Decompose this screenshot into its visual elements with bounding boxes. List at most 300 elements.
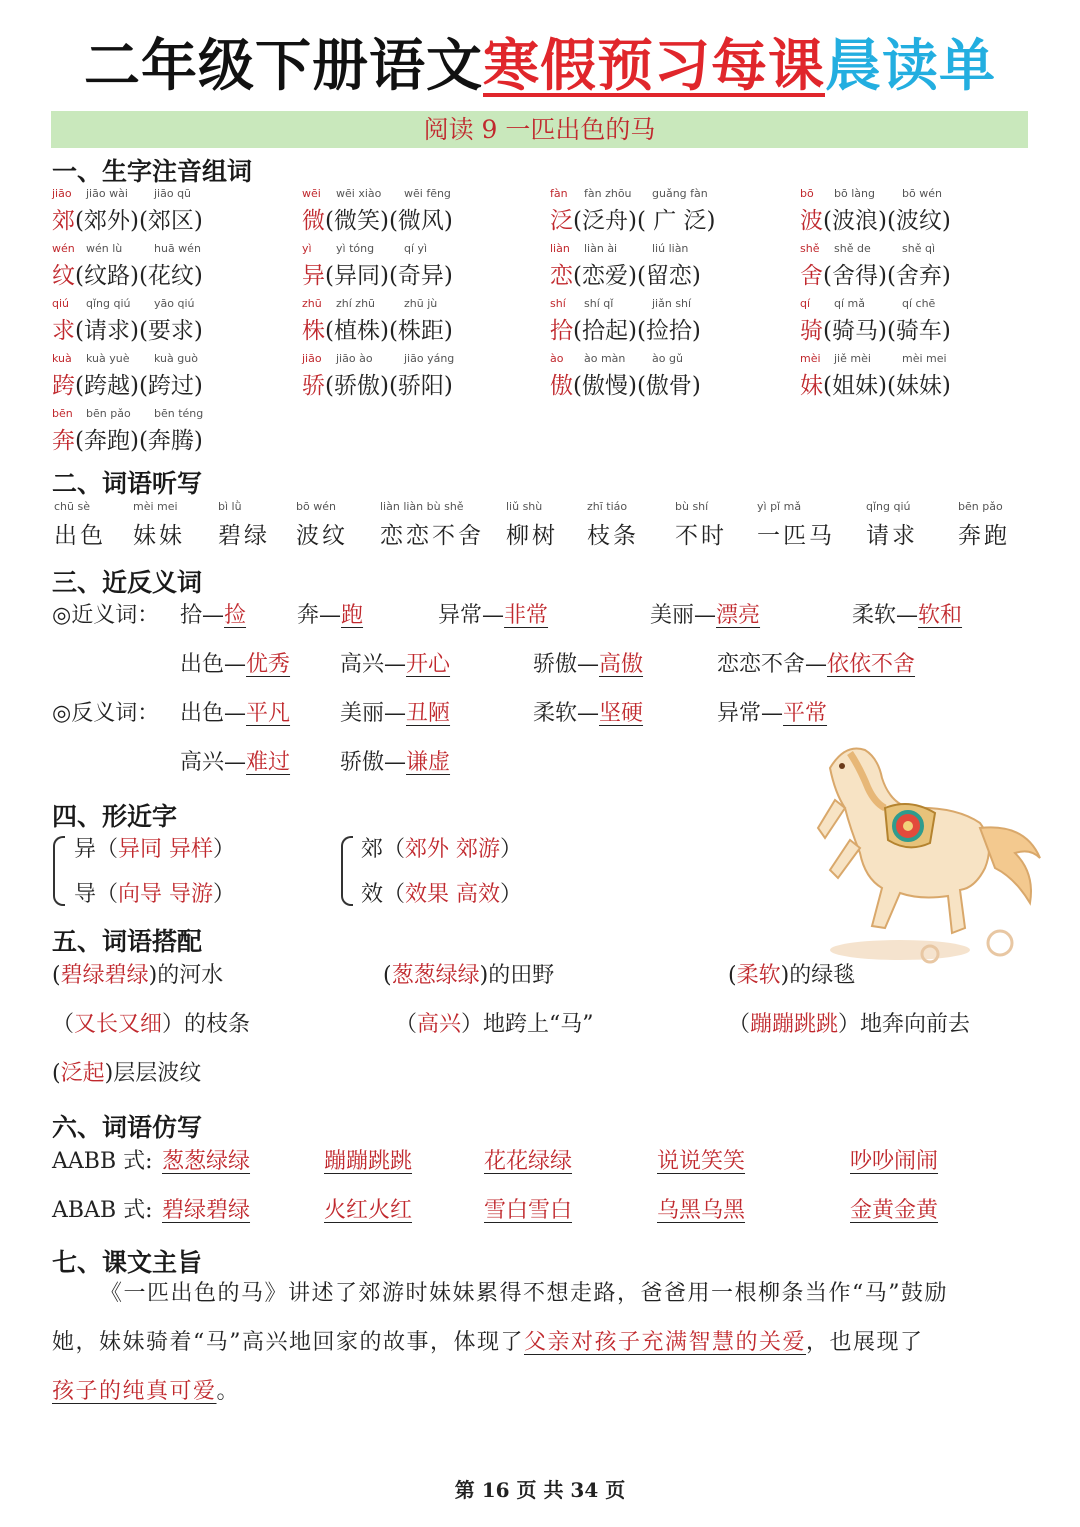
synonym-word: 骄傲— xyxy=(533,652,600,677)
page-footer: 第 16 页 共 34 页 xyxy=(454,1478,626,1502)
pinyin-row xyxy=(800,297,1040,311)
character-words xyxy=(302,367,542,400)
similar-character: 导 xyxy=(74,882,97,907)
word: (纹路) xyxy=(75,263,139,289)
word-pinyin: fàn zhōu xyxy=(584,187,632,200)
dictation-pinyin: mèi mei xyxy=(133,500,178,513)
pinyin-row xyxy=(302,187,542,201)
lesson-title: 阅读 9 一匹出色的马 xyxy=(423,115,656,144)
dictation-item xyxy=(675,500,727,550)
dictation-pinyin: chū sè xyxy=(54,500,90,513)
character-words xyxy=(800,202,1040,235)
abab-example: 碧绿碧绿 xyxy=(162,1198,251,1223)
synonym-answer: 依依不舍 xyxy=(827,652,916,677)
word-pinyin: kuà yuè xyxy=(86,352,130,365)
word-pinyin: jiě mèi xyxy=(834,352,871,365)
word: (植株) xyxy=(325,318,389,344)
character-entry xyxy=(550,352,790,400)
synonym-pair xyxy=(852,598,962,629)
dictation-word: 奔跑 xyxy=(958,523,1010,549)
collocation-phrase: 的枝条 xyxy=(184,1012,251,1037)
word-pinyin: shí qǐ xyxy=(584,297,614,310)
character-pinyin: wén xyxy=(52,242,75,255)
word: (留恋) xyxy=(636,263,701,289)
page-title xyxy=(0,22,1080,102)
character-words xyxy=(52,422,292,455)
word-pinyin: jiāo qū xyxy=(154,187,192,200)
word-pinyin: yì tóng xyxy=(336,242,375,255)
title-morning-reading: 晨读单 xyxy=(825,34,996,99)
collocation-item xyxy=(52,1056,201,1087)
collocation-item xyxy=(52,958,223,989)
section-heading-characters: 一、生字注音组词 xyxy=(52,157,253,186)
synonym-answer: 优秀 xyxy=(246,652,291,677)
dictation-word: 出色 xyxy=(54,523,106,549)
antonym-answer: 平凡 xyxy=(246,701,291,726)
pinyin-row xyxy=(52,352,292,366)
collocation-phrase: 层层波纹 xyxy=(113,1061,202,1086)
character: 泛 xyxy=(550,208,573,234)
word: ( 广 泛) xyxy=(636,208,716,234)
theme-line-2 xyxy=(52,1318,1032,1367)
synonym-answer: 捡 xyxy=(224,603,247,628)
character-pinyin: shí xyxy=(550,297,566,310)
character-pinyin: ào xyxy=(550,352,564,365)
aabb-example: 吵吵闹闹 xyxy=(850,1149,939,1174)
synonym-answer: 非常 xyxy=(504,603,549,628)
aabb-example: 花花绿绿 xyxy=(484,1149,573,1174)
word: (跨越) xyxy=(75,373,139,399)
paren: ） xyxy=(461,1012,484,1037)
character-entry xyxy=(550,297,790,345)
collocation-item xyxy=(728,1007,970,1038)
synonym-pair xyxy=(340,647,450,678)
synonym-pair xyxy=(180,647,290,678)
paren: ( xyxy=(52,963,61,988)
synonym-pair xyxy=(180,598,246,629)
paren: ） xyxy=(213,837,236,862)
word: (骄傲) xyxy=(325,373,389,399)
pinyin-row xyxy=(550,187,790,201)
character-words xyxy=(302,312,542,345)
antonym-label: ◎反义词： xyxy=(52,701,160,726)
word-pinyin: wén lù xyxy=(86,242,123,255)
character-entry xyxy=(302,242,542,290)
dictation-item xyxy=(218,500,270,550)
pinyin-row xyxy=(550,297,790,311)
character-pinyin: qí xyxy=(800,297,811,310)
character-entry xyxy=(800,352,1040,400)
dictation-item xyxy=(587,500,639,550)
antonym-pair xyxy=(180,696,290,727)
character-words xyxy=(550,257,790,290)
similar-character: 异 xyxy=(74,837,97,862)
abab-example: 金黄金黄 xyxy=(850,1198,939,1223)
collocation-answer: 碧绿碧绿 xyxy=(60,963,149,988)
word-pinyin: jiāo ào xyxy=(336,352,373,365)
dictation-pinyin: bì lǜ xyxy=(218,500,242,513)
dictation-item xyxy=(380,500,484,550)
word: (奔腾) xyxy=(138,428,203,454)
synonym-answer: 跑 xyxy=(341,603,364,628)
synonym-answer: 开心 xyxy=(406,652,451,677)
word: (傲骨) xyxy=(636,373,701,399)
word-pinyin: guǎng fàn xyxy=(652,187,708,200)
character-pinyin: fàn xyxy=(550,187,568,200)
theme-highlight-love: 父亲对孩子充满智慧的关爱 xyxy=(524,1330,807,1355)
dictation-pinyin: bēn pǎo xyxy=(958,500,1003,513)
word-pinyin: zhí zhū xyxy=(336,297,376,310)
similar-character-row xyxy=(74,877,235,908)
theme-highlight-innocence: 孩子的纯真可爱 xyxy=(52,1379,217,1404)
character-entry xyxy=(800,242,1040,290)
word-pinyin: huā wén xyxy=(154,242,201,255)
character-words xyxy=(800,312,1040,345)
pinyin-row xyxy=(52,187,292,201)
similar-character-row xyxy=(361,877,522,908)
collocation-item xyxy=(383,958,554,989)
word: (骑马) xyxy=(823,318,887,344)
word-pinyin: shě de xyxy=(834,242,871,255)
character-words xyxy=(52,257,292,290)
word: (奇异) xyxy=(388,263,453,289)
theme-text: 。 xyxy=(216,1379,241,1404)
character: 纹 xyxy=(52,263,75,289)
theme-text: 她，妹妹骑着“马”高兴地回家的故事，体现了 xyxy=(52,1330,524,1355)
dictation-word: 柳树 xyxy=(506,523,558,549)
paren: （ xyxy=(52,1012,75,1037)
character-entry xyxy=(550,242,790,290)
synonym-pair xyxy=(717,647,915,678)
word: (要求) xyxy=(138,318,203,344)
character: 骑 xyxy=(800,318,823,344)
character-pinyin: bēn xyxy=(52,407,73,420)
similar-character: 郊 xyxy=(361,837,384,862)
antonym-word: 美丽— xyxy=(340,701,407,726)
antonym-word: 骄傲— xyxy=(340,750,407,775)
similar-words: 异同 异样 xyxy=(118,837,214,862)
character-entry xyxy=(52,407,292,455)
paren: ) xyxy=(104,1061,114,1086)
character-words xyxy=(302,202,542,235)
lesson-bar xyxy=(51,111,1028,148)
similar-character-row xyxy=(74,832,235,863)
synonym-word: 拾— xyxy=(180,603,225,628)
theme-paragraph xyxy=(52,1269,1032,1416)
synonym-answer: 高傲 xyxy=(599,652,644,677)
synonym-answer: 漂亮 xyxy=(716,603,761,628)
paren: ） xyxy=(500,837,523,862)
word: (郊区) xyxy=(138,208,203,234)
theme-line-3 xyxy=(52,1367,1032,1416)
word-pinyin: qí mǎ xyxy=(834,297,865,310)
character: 奔 xyxy=(52,428,75,454)
dictation-pinyin: qǐng qiú xyxy=(866,500,911,513)
section-heading-collocation: 五、词语搭配 xyxy=(52,927,203,956)
aabb-example: 说说笑笑 xyxy=(657,1149,746,1174)
word: (异同) xyxy=(325,263,389,289)
pinyin-row xyxy=(52,242,292,256)
paren: （ xyxy=(383,837,406,862)
similar-character-row xyxy=(361,832,522,863)
saddle xyxy=(885,804,935,847)
word: (傲慢) xyxy=(573,373,637,399)
dictation-item xyxy=(296,500,348,550)
antonym-answer: 丑陋 xyxy=(406,701,451,726)
word-pinyin: yāo qiú xyxy=(154,297,195,310)
pinyin-row xyxy=(52,297,292,311)
paren: （ xyxy=(383,882,406,907)
word: (捡拾) xyxy=(636,318,701,344)
similar-words: 郊外 郊游 xyxy=(405,837,501,862)
theme-text: ，也展现了 xyxy=(806,1330,924,1355)
word-pinyin: mèi mei xyxy=(902,352,947,365)
character: 恋 xyxy=(550,263,573,289)
character-words xyxy=(800,367,1040,400)
word: (请求) xyxy=(75,318,139,344)
character: 求 xyxy=(52,318,75,344)
word-pinyin: kuà guò xyxy=(154,352,198,365)
word: (跨过) xyxy=(138,373,203,399)
dictation-word: 一匹马 xyxy=(757,523,835,549)
dictation-word: 枝条 xyxy=(587,523,639,549)
word-pinyin: jiāo wài xyxy=(86,187,128,200)
antonym-pair xyxy=(533,696,643,727)
dictation-item xyxy=(757,500,835,550)
synonym-pair xyxy=(297,598,363,629)
character-pinyin: shě xyxy=(800,242,820,255)
character: 舍 xyxy=(800,263,823,289)
character: 傲 xyxy=(550,373,573,399)
antonym-pair xyxy=(340,696,450,727)
character-entry xyxy=(52,352,292,400)
pinyin-row xyxy=(800,242,1040,256)
word: (舍得) xyxy=(823,263,887,289)
aabb-label: AABB 式: xyxy=(52,1149,153,1174)
pinyin-row xyxy=(52,407,292,421)
collocation-answer: 柔软 xyxy=(736,963,781,988)
character: 波 xyxy=(800,208,823,234)
abab-label: ABAB 式: xyxy=(52,1198,153,1223)
aabb-example: 蹦蹦跳跳 xyxy=(324,1149,413,1174)
dictation-word: 妹妹 xyxy=(133,523,185,549)
word: (舍弃) xyxy=(886,263,951,289)
word: (株距) xyxy=(388,318,453,344)
character-entry xyxy=(302,297,542,345)
similar-words: 向导 导游 xyxy=(118,882,214,907)
word-pinyin: zhū jù xyxy=(404,297,438,310)
dictation-word: 波纹 xyxy=(296,523,348,549)
pinyin-row xyxy=(302,297,542,311)
character-entry xyxy=(302,352,542,400)
collocation-phrase: 的田野 xyxy=(488,963,555,988)
dictation-item xyxy=(866,500,918,550)
paren: ) xyxy=(479,963,489,988)
character: 株 xyxy=(302,318,325,344)
antonym-word: 柔软— xyxy=(533,701,600,726)
word-pinyin: jiāo yáng xyxy=(404,352,455,365)
section-heading-similar-characters: 四、形近字 xyxy=(52,802,178,831)
collocation-answer: 泛起 xyxy=(60,1061,105,1086)
section-heading-imitation: 六、词语仿写 xyxy=(52,1113,203,1142)
pinyin-row xyxy=(302,242,542,256)
word: (恋爱) xyxy=(573,263,637,289)
character-words xyxy=(550,202,790,235)
paren: （ xyxy=(96,837,119,862)
word: (波浪) xyxy=(823,208,887,234)
paren: （ xyxy=(395,1012,418,1037)
dictation-pinyin: bō wén xyxy=(296,500,336,513)
character-entry xyxy=(302,187,542,235)
word: (花纹) xyxy=(138,263,203,289)
collocation-answer: 葱葱绿绿 xyxy=(391,963,480,988)
character-words xyxy=(52,312,292,345)
cloud-decoration xyxy=(830,931,1012,962)
antonym-word: 异常— xyxy=(717,701,784,726)
dictation-pinyin: liǔ shù xyxy=(506,500,543,513)
character: 妹 xyxy=(800,373,823,399)
paren: ) xyxy=(148,963,158,988)
word-pinyin: wēi fēng xyxy=(404,187,451,200)
character-words xyxy=(800,257,1040,290)
character-words xyxy=(550,367,790,400)
paren: ( xyxy=(383,963,392,988)
word-pinyin: wēi xiào xyxy=(336,187,382,200)
horse-illustration xyxy=(790,728,1050,968)
character-pinyin: qiú xyxy=(52,297,70,310)
paren: ( xyxy=(728,963,737,988)
word: (骄阳) xyxy=(388,373,453,399)
collocation-item xyxy=(52,1007,250,1038)
paren: ) xyxy=(780,963,790,988)
abab-example: 乌黑乌黑 xyxy=(657,1198,746,1223)
paren: ） xyxy=(500,882,523,907)
antonym-pair xyxy=(340,745,450,776)
dictation-pinyin: zhī tiáo xyxy=(587,500,628,513)
similar-character: 效 xyxy=(361,882,384,907)
character-pinyin: jiāo xyxy=(52,187,72,200)
word: (泛舟) xyxy=(573,208,637,234)
word: (微风) xyxy=(388,208,453,234)
synonym-word: 恋恋不舍— xyxy=(717,652,828,677)
character: 骄 xyxy=(302,373,325,399)
word-pinyin: qí chē xyxy=(902,297,936,310)
word: (微笑) xyxy=(325,208,389,234)
antonym-pair xyxy=(180,745,290,776)
word-pinyin: ào màn xyxy=(584,352,626,365)
word: (拾起) xyxy=(573,318,637,344)
section-heading-theme: 七、课文主旨 xyxy=(52,1248,203,1277)
aabb-example: 葱葱绿绿 xyxy=(162,1149,251,1174)
dictation-pinyin: liàn liàn bù shě xyxy=(380,500,464,513)
title-preview: 寒假预习每课 xyxy=(483,34,825,99)
word-pinyin: bō wén xyxy=(902,187,942,200)
character-entry xyxy=(52,242,292,290)
antonym-pair xyxy=(717,696,827,727)
collocation-answer: 高兴 xyxy=(417,1012,462,1037)
dictation-word: 不时 xyxy=(675,523,727,549)
paren: （ xyxy=(96,882,119,907)
dictation-word: 请求 xyxy=(866,523,918,549)
character-pinyin: liàn xyxy=(550,242,570,255)
character-pinyin: wēi xyxy=(302,187,321,200)
character-words xyxy=(302,257,542,290)
character-words xyxy=(550,312,790,345)
synonym-word: 出色— xyxy=(180,652,247,677)
antonym-answer: 坚硬 xyxy=(599,701,644,726)
character-words xyxy=(52,367,292,400)
dictation-word: 恋恋不舍 xyxy=(380,523,484,549)
word-pinyin: ào gǔ xyxy=(652,352,683,365)
antonym-word: 出色— xyxy=(180,701,247,726)
character-entry xyxy=(800,187,1040,235)
right-brace xyxy=(341,836,353,906)
word-pinyin: qǐng qiú xyxy=(86,297,131,310)
character-pinyin: mèi xyxy=(800,352,821,365)
word: (奔跑) xyxy=(75,428,139,454)
collocation-item xyxy=(395,1007,594,1038)
dictation-item xyxy=(54,500,106,550)
synonym-word: 异常— xyxy=(438,603,505,628)
word-pinyin: bēn pǎo xyxy=(86,407,131,420)
synonym-pair xyxy=(650,598,760,629)
character: 异 xyxy=(302,263,325,289)
pinyin-row xyxy=(302,352,542,366)
character-pinyin: jiāo xyxy=(302,352,322,365)
word: (郊外) xyxy=(75,208,139,234)
abab-example: 火红火红 xyxy=(324,1198,413,1223)
collocation-answer: 又长又细 xyxy=(74,1012,163,1037)
paren: ） xyxy=(162,1012,185,1037)
word-pinyin: liú liàn xyxy=(652,242,689,255)
paren: ( xyxy=(52,1061,61,1086)
pinyin-row xyxy=(550,242,790,256)
character: 郊 xyxy=(52,208,75,234)
word: (姐妹) xyxy=(823,373,887,399)
word-pinyin: shě qì xyxy=(902,242,936,255)
character-pinyin: yì xyxy=(302,242,312,255)
character-pinyin: zhū xyxy=(302,297,322,310)
abab-example: 雪白雪白 xyxy=(484,1198,573,1223)
collocation-item xyxy=(728,958,855,989)
character: 拾 xyxy=(550,318,573,344)
left-brace xyxy=(53,836,65,906)
character: 跨 xyxy=(52,373,75,399)
section-heading-dictation: 二、词语听写 xyxy=(52,469,203,498)
theme-line-1: 《一匹出色的马》讲述了郊游时妹妹累得不想走路，爸爸用一根柳条当作“马”鼓励 xyxy=(100,1281,948,1306)
pinyin-row xyxy=(550,352,790,366)
synonym-pair xyxy=(438,598,548,629)
similar-words: 效果 高效 xyxy=(405,882,501,907)
dictation-item xyxy=(958,500,1010,550)
synonym-word: 柔软— xyxy=(852,603,919,628)
synonym-word: 奔— xyxy=(297,603,342,628)
antonym-answer: 平常 xyxy=(783,701,828,726)
dictation-word: 碧绿 xyxy=(218,523,270,549)
collocation-answer: 蹦蹦跳跳 xyxy=(750,1012,839,1037)
word: (骑车) xyxy=(886,318,951,344)
character-entry xyxy=(550,187,790,235)
dictation-pinyin: bù shí xyxy=(675,500,709,513)
word-pinyin: jiǎn shí xyxy=(652,297,692,310)
synonym-label: ◎近义词： xyxy=(52,603,160,628)
synonym-word: 高兴— xyxy=(340,652,407,677)
character: 微 xyxy=(302,208,325,234)
collocation-phrase: 地跨上“马” xyxy=(483,1012,594,1037)
paren: ） xyxy=(213,882,236,907)
paren: （ xyxy=(728,1012,751,1037)
pinyin-row xyxy=(800,352,1040,366)
